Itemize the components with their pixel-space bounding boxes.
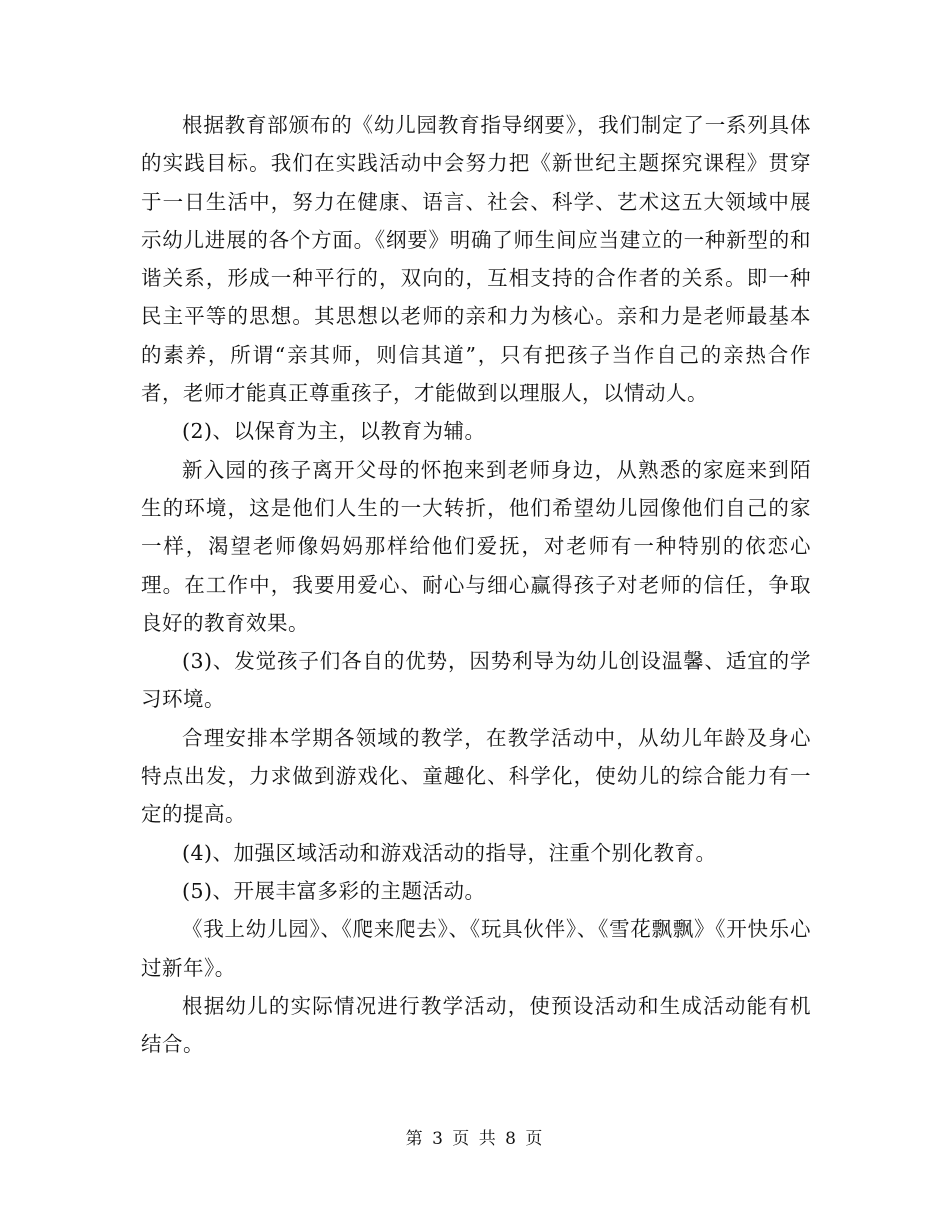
paragraph-new-children: 新入园的孩子离开父母的怀抱来到老师身边，从熟悉的家庭来到陌生的环境，这是他们人生的一大转折，他们希望幼儿园像他们自己的家一样，渴望老师像妈妈那样给他们爱抚，对老师有一种特别的依恋心理。在工作中，我要用爱心、耐心与细心赢得孩子对老师的信任，争取良好的教育效果。 — [141, 457, 811, 635]
document-body — [141, 106, 811, 1063]
paragraph-teaching-arrangement: 合理安排本学期各领域的教学，在教学活动中，从幼儿年龄及身心特点出发，力求做到游戏化、童趣化、科学化，使幼儿的综合能力有一定的提高。 — [141, 725, 811, 827]
paragraph-heading-3: (3)、发觉孩子们各自的优势，因势利导为幼儿创设温馨、适宜的学习环境。 — [141, 649, 811, 712]
paragraph-heading-2: (2)、以保育为主，以教育为辅。 — [182, 419, 486, 444]
paragraph-guideline-goals: 根据教育部颁布的《幼儿园教育指导纲要》，我们制定了一系列具体的实践目标。我们在实践活动中会努力把《新世纪主题探究课程》贯穿于一日生活中，努力在健康、语言、社会、科学、艺术这五大领域中展示幼儿进展的各个方面。《纲要》明确了师生间应当建立的一种新型的和谐关系，形成一种平行的，双向的，互相支持的合作者的关系。即一种民主平等的思想。其思想以老师的亲和力为核心。亲和力是老师最基本的素养，所谓“亲其师，则信其道”，只有把孩子当作自己的亲热合作者，老师才能真正尊重孩子，才能做到以理服人，以情动人。 — [141, 113, 811, 406]
paragraph-heading-4: (4)、加强区域活动和游戏活动的指导，注重个别化教育。 — [182, 840, 717, 865]
paragraph-heading-5: (5)、开展丰富多彩的主题活动。 — [182, 878, 486, 903]
page-number-footer: 第 3 页 共 8 页 — [405, 1129, 545, 1149]
paragraph-activity-integration: 根据幼儿的实际情况进行教学活动，使预设活动和生成活动能有机结合。 — [141, 993, 811, 1057]
paragraph-theme-list: 《我上幼儿园》、《爬来爬去》、《玩具伙伴》、《雪花飘飘》《开快乐心过新年》。 — [141, 917, 811, 980]
